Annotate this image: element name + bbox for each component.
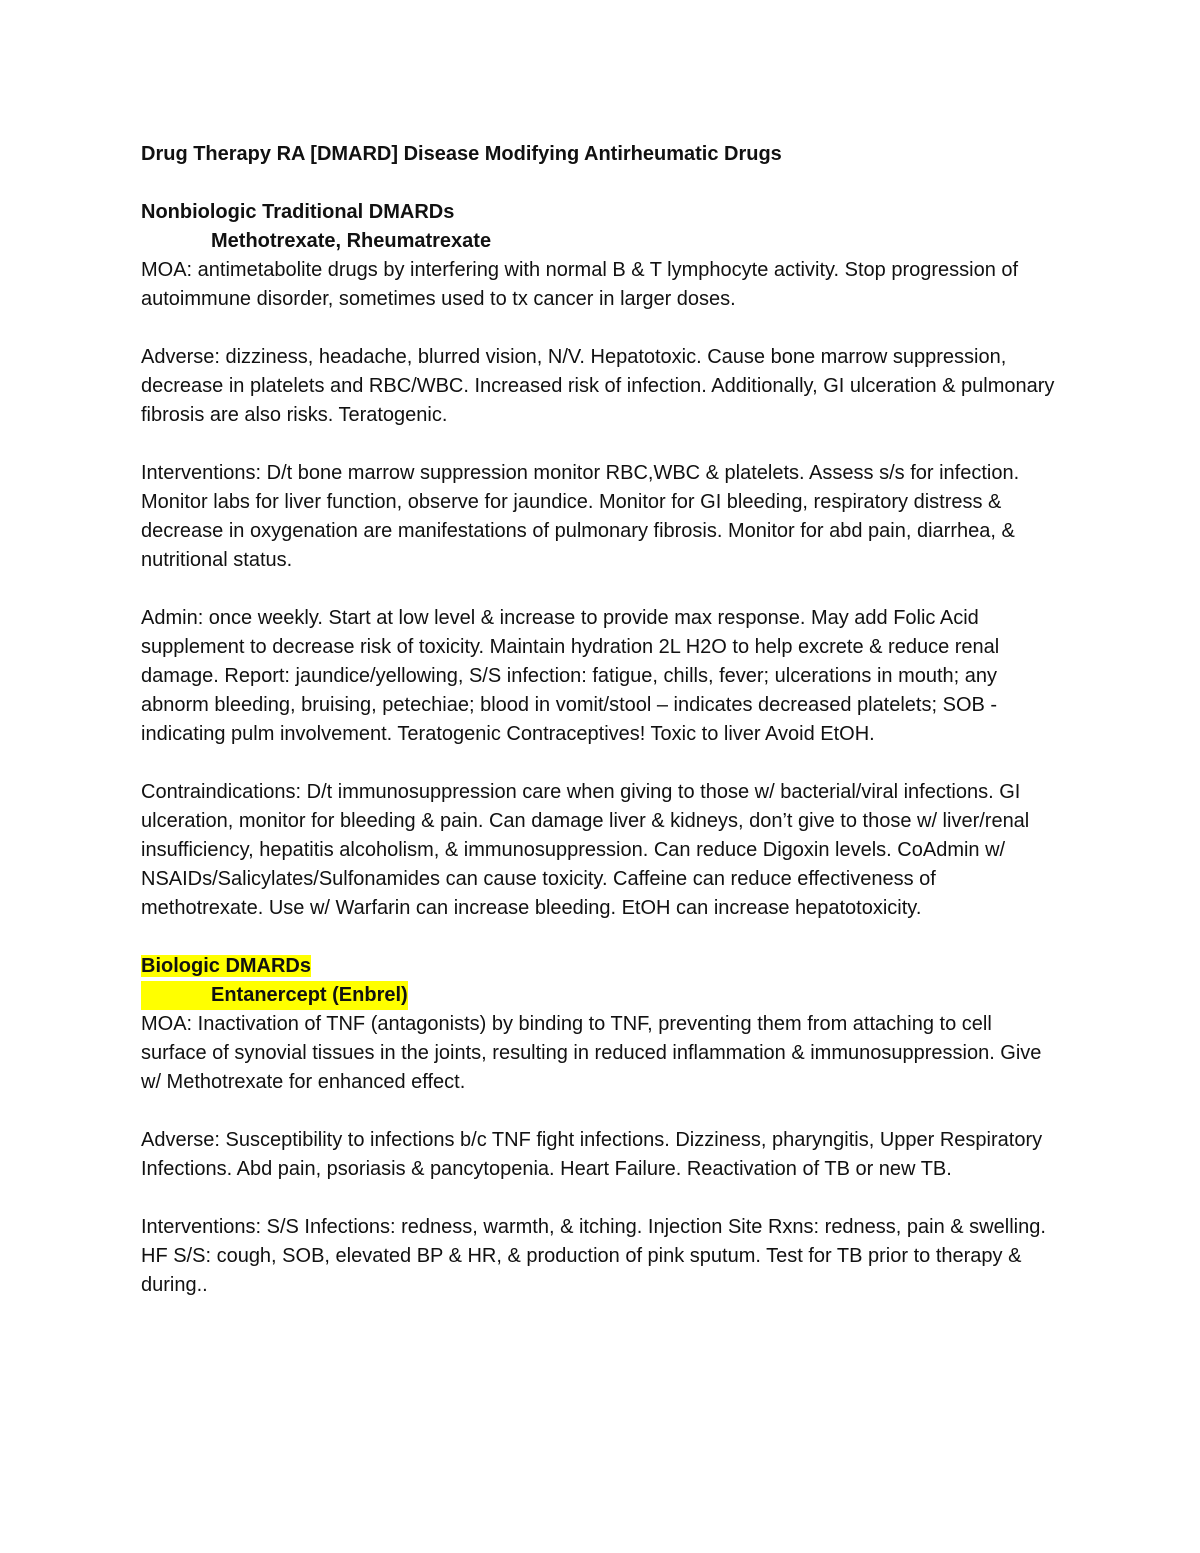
methotrexate-contraindications: Contraindications: D/t immunosuppression care when giving to those w/ bacterial/viral infections. GI ulceration, monitor for bleeding & pain. Can damage liver & kidneys, don’t give to those w/ liver/renal insufficiency, hepatitis alcoholism, & immunosuppression. Can reduce Digoxin levels. CoAdmin w/ NSAIDs/Salicylates/Sulfonamides can cause toxicity. Caffeine can reduce effectiveness of methotrexate. Use w/ Warfarin can increase bleeding. EtOH can increase hepatotoxicity. bbox=[141, 781, 1030, 919]
highlight-biologic-heading: Biologic DMARDs bbox=[141, 955, 311, 977]
section-heading-nonbiologic: Nonbiologic Traditional DMARDs bbox=[141, 201, 455, 223]
methotrexate-admin: Admin: once weekly. Start at low level & increase to provide max response. May add Folic Acid supplement to decrease risk of toxicity. Maintain hydration 2L H2O to help excrete & reduce renal damage. Report: jaundice/yellowing, S/S infection: fatigue, chills, fever; ulcerations in mouth; any abnorm bleeding, bruising, petechiae; blood in vomit/stool – indicates decreased platelets; SOB -indicating pulm involvement. Teratogenic Contraceptives! Toxic to liver Avoid EtOH. bbox=[141, 607, 1000, 745]
highlight-entanercept: Entanercept (Enbrel) bbox=[141, 981, 408, 1010]
methotrexate-adverse: Adverse: dizziness, headache, blurred vision, N/V. Hepatotoxic. Cause bone marrow suppression, decrease in platelets and RBC/WBC. Increased risk of infection. Additionally, GI ulceration & pulmonary fibrosis are also risks. Teratogenic. bbox=[141, 346, 1055, 426]
entanercept-adverse: Adverse: Susceptibility to infections b/c TNF fight infections. Dizziness, pharyngitis, Upper Respiratory Infections. Abd pain, psoriasis & pancytopenia. Heart Failure. Reactivation of TB or new TB. bbox=[141, 1129, 1043, 1180]
document-page bbox=[141, 140, 1056, 1329]
section-heading-biologic bbox=[141, 952, 1056, 981]
entanercept-moa: MOA: Inactivation of TNF (antagonists) by binding to TNF, preventing them from attaching to cell surface of synovial tissues in the joints, resulting in reduced inflammation & immunosuppression. Give w/ Methotrexate for enhanced effect. bbox=[141, 1013, 1042, 1093]
drug-name-entanercept bbox=[141, 981, 1056, 1010]
entanercept-interventions: Interventions: S/S Infections: redness, warmth, & itching. Injection Site Rxns: redness, pain & swelling. HF S/S: cough, SOB, elevated BP & HR, & production of pink sputum. Test for TB prior to therapy & during.. bbox=[141, 1216, 1046, 1296]
methotrexate-moa: MOA: antimetabolite drugs by interfering with normal B & T lymphocyte activity. Stop progression of autoimmune disorder, sometimes used to tx cancer in larger doses. bbox=[141, 259, 1019, 310]
document-title: Drug Therapy RA [DMARD] Disease Modifying Antirheumatic Drugs bbox=[141, 143, 782, 165]
drug-name-methotrexate: Methotrexate, Rheumatrexate bbox=[211, 230, 492, 252]
methotrexate-interventions: Interventions: D/t bone marrow suppression monitor RBC,WBC & platelets. Assess s/s for infection. Monitor labs for liver function, observe for jaundice. Monitor for GI bleeding, respiratory distress & decrease in oxygenation are manifestations of pulmonary fibrosis. Monitor for abd pain, diarrhea, & nutritional status. bbox=[141, 462, 1020, 571]
